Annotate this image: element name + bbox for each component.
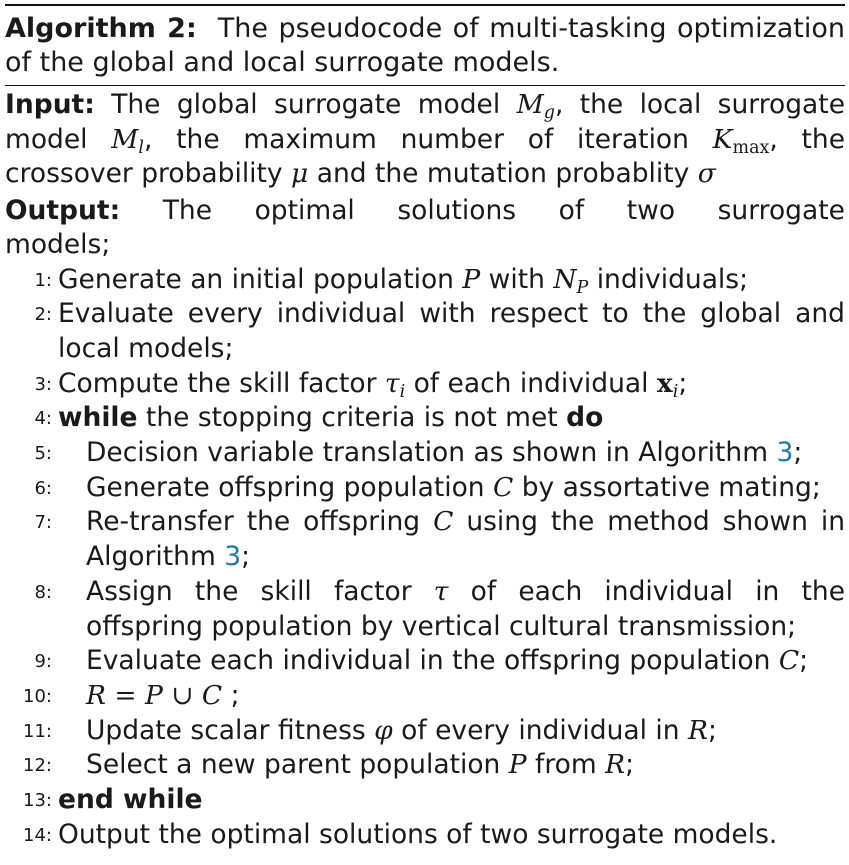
step-number: 1: <box>34 269 52 291</box>
step-3 <box>5 367 845 402</box>
step-text: Decision variable translation as shown in Algorithm 3; <box>86 437 803 469</box>
step-text: Evaluate every individual with respect to the global and local models; <box>58 298 845 364</box>
step-text: Compute the skill factor $\tau_i$ of each individual $x_i$; <box>58 367 688 402</box>
step-number: 5: <box>34 443 52 465</box>
step-number: 10: <box>23 685 52 707</box>
step-text: Generate offspring population C by assortative mating; <box>86 471 821 503</box>
step-10 <box>5 679 845 714</box>
step-text: Update scalar fitness φ of every individual in R; <box>86 714 717 746</box>
input-spec: Input: The global surrogate model $M_g$, the local surrogate model $M_l$, the maximum number of iteration $K_{max}$, the crossover probability μ and the mutation probablity σ <box>5 89 845 189</box>
step-number: 4: <box>34 408 52 430</box>
step-text <box>52 783 845 818</box>
output-spec <box>5 192 845 263</box>
step-13 <box>5 783 845 818</box>
step-9 <box>5 644 845 679</box>
algorithm-ref-link[interactable]: 3 <box>224 541 242 573</box>
step-4 <box>5 401 845 436</box>
step-text: Assign the skill factor τ of each individual in the offspring population by vertical cultural transmission; <box>86 575 846 642</box>
step-6 <box>5 471 845 506</box>
step-2 <box>5 297 845 366</box>
output-line-2: models; <box>5 229 111 260</box>
step-number: 13: <box>23 790 52 812</box>
step-11 <box>5 714 845 749</box>
keyword-end-while: end while <box>58 784 203 816</box>
step-text: Re-transfer the offspring C using the method shown in Algorithm 3; <box>86 506 845 573</box>
step-8 <box>5 575 845 644</box>
step-text: Generate an initial population P with $N_P$ individuals; <box>58 263 749 298</box>
step-number: 14: <box>23 824 52 846</box>
algorithm-box <box>5 0 845 852</box>
step-number: 6: <box>34 477 52 499</box>
output-label: Output: <box>5 194 121 226</box>
step-7 <box>5 505 845 574</box>
keyword-do: do <box>566 402 604 434</box>
step-text: Output the optimal solutions of two surrogate models. <box>58 818 778 850</box>
step-5 <box>5 436 845 471</box>
step-text: R = P ∪ C ; <box>86 679 240 711</box>
algorithm-ref-link[interactable]: 3 <box>776 437 794 469</box>
step-number: 8: <box>34 581 52 603</box>
step-text: Evaluate each individual in the offspring population C; <box>86 645 809 677</box>
input-label: Input: <box>5 89 95 120</box>
step-number: 3: <box>34 373 52 395</box>
output-line-1: Output: The optimal solutions of two surrogate <box>5 194 845 226</box>
step-list <box>5 263 845 853</box>
caption-text: The pseudocode of multi-tasking optimization of the global and local surrogate models. <box>5 13 846 78</box>
caption-label: Algorithm 2: <box>5 13 197 44</box>
step-text: Select a new parent population P from R; <box>86 749 635 781</box>
step-1 <box>5 263 845 298</box>
step-number: 11: <box>23 720 52 742</box>
keyword-while: while <box>58 402 138 434</box>
step-number: 2: <box>34 304 52 326</box>
step-text: while the stopping criteria is not met do <box>58 402 604 434</box>
step-number: 7: <box>34 512 52 534</box>
step-number: 12: <box>23 755 52 777</box>
step-number: 9: <box>34 651 52 673</box>
algorithm-caption <box>5 6 845 85</box>
step-12 <box>5 748 845 783</box>
step-14 <box>5 818 845 853</box>
